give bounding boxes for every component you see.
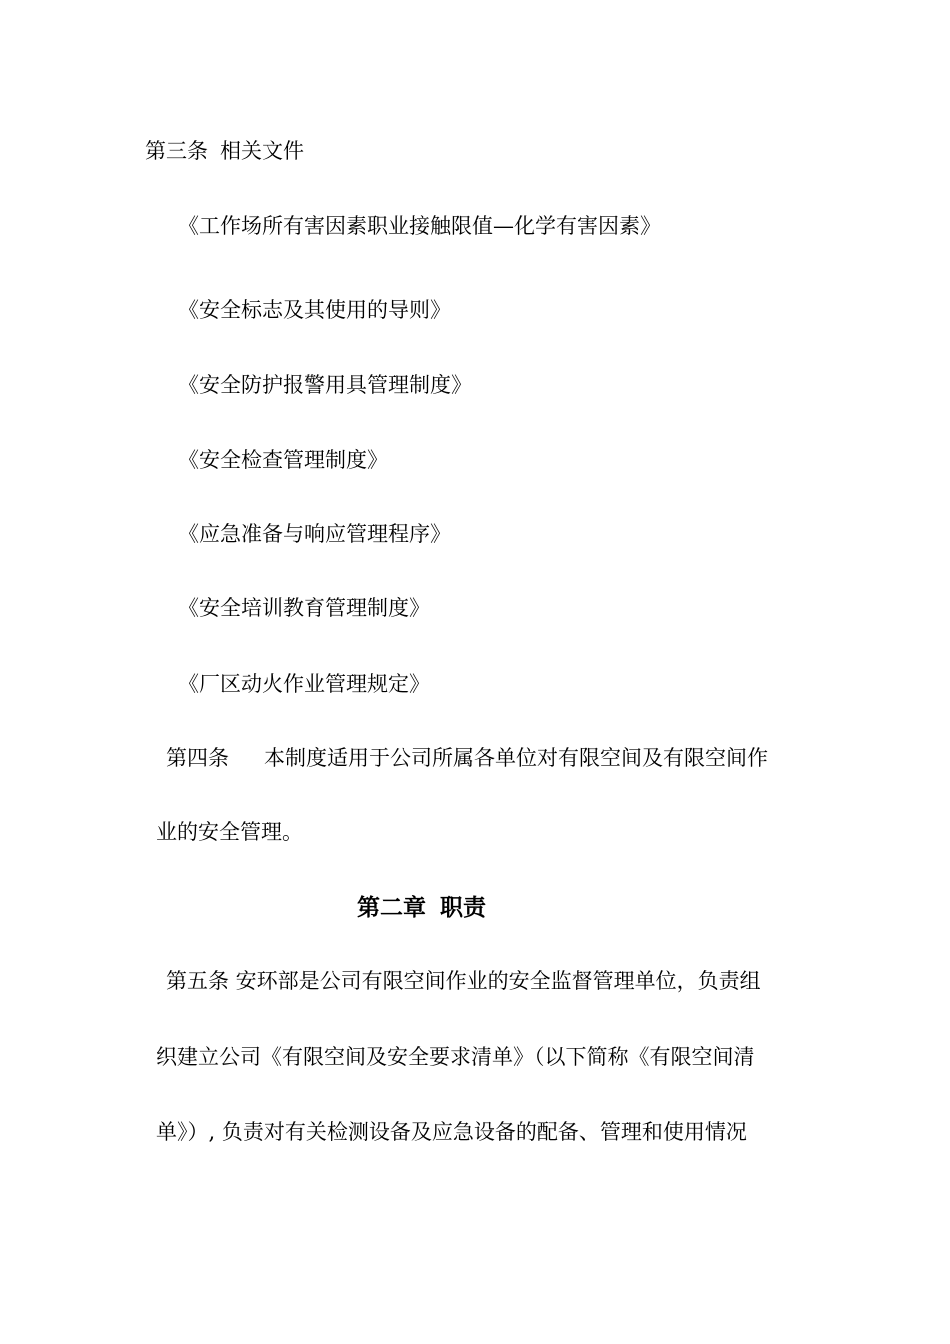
chapter-2-number: 第二章 [357,895,426,921]
article-5-text-line-1: 第五条 安环部是公司有限空间作业的安全监督管理单位，负责组 [166,969,761,993]
article-4-paragraph-line-1 [166,744,768,772]
related-document-item: 《工作场所有害因素职业接触限值—化学有害因素》 [178,214,661,238]
related-document-item: 《应急准备与响应管理程序》 [178,522,451,546]
related-document-item: 《安全标志及其使用的导则》 [178,298,451,322]
article-3-title: 相关文件 [220,139,304,163]
chapter-2-title: 职责 [440,895,486,921]
article-5-text-line-3: 单》）, 负责对有关检测设备及应急设备的配备、管理和使用情况 [156,1120,747,1144]
article-3-heading [145,137,304,165]
related-document-item: 《安全检查管理制度》 [178,448,388,472]
article-3-number: 第三条 [145,139,208,163]
article-5-text-line-2: 织建立公司《有限空间及安全要求清单》（以下简称《有限空间清 [156,1045,755,1069]
article-4-number: 第四条 [166,746,229,770]
related-document-item: 《厂区动火作业管理规定》 [178,672,430,696]
related-document-item: 《安全防护报警用具管理制度》 [178,373,472,397]
article-4-text-line-1: 本制度适用于公司所属各单位对有限空间及有限空间作 [264,746,768,770]
related-document-item: 《安全培训教育管理制度》 [178,596,430,620]
article-4-text-line-2: 业的安全管理。 [156,820,303,844]
chapter-2-heading [357,893,486,923]
